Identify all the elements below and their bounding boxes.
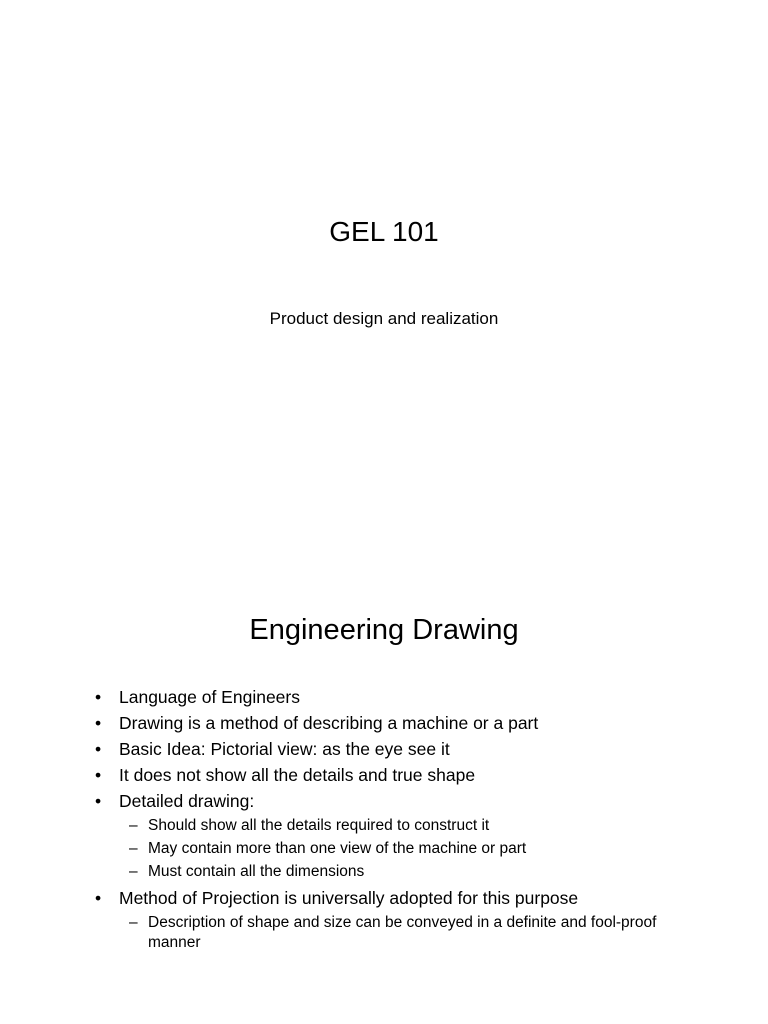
sub-bullet-list xyxy=(120,912,660,953)
slide-subtitle: Product design and realization xyxy=(269,309,499,328)
bullet-text: It does not show all the details and true shape xyxy=(119,765,476,785)
bullet-marker: • xyxy=(95,687,102,707)
bullet-marker: • xyxy=(95,888,102,908)
sub-bullet-text: Should show all the details required to construct it xyxy=(148,817,490,834)
sub-bullet-marker: – xyxy=(129,914,138,931)
slide-heading: Engineering Drawing xyxy=(249,614,519,646)
sub-bullet-marker: – xyxy=(129,817,138,834)
bullet-list-continued xyxy=(92,885,672,911)
sub-bullet-text: Must contain all the dimensions xyxy=(148,863,365,880)
bullet-text: Method of Projection is universally adopted for this purpose xyxy=(119,888,579,908)
sub-bullet-item xyxy=(120,913,660,953)
bullet-text: Basic Idea: Pictorial view: as the eye see it xyxy=(119,739,450,759)
bullet-marker: • xyxy=(95,739,102,759)
bullet-item xyxy=(92,762,672,788)
bullet-item xyxy=(92,736,672,762)
sub-bullet-marker: – xyxy=(129,863,138,880)
sub-bullet-item xyxy=(120,860,672,883)
bullet-text: Drawing is a method of describing a machine or a part xyxy=(119,713,539,733)
sub-bullet-marker: – xyxy=(129,840,138,857)
bullet-item xyxy=(92,788,672,814)
bullet-item xyxy=(92,684,672,710)
bullet-item xyxy=(92,885,672,911)
bullet-item xyxy=(92,710,672,736)
slide-engineering-drawing xyxy=(0,512,768,1024)
bullet-marker: • xyxy=(95,791,102,811)
slide-title-heading: GEL 101 xyxy=(329,216,439,247)
sub-bullet-text: Description of shape and size can be conveyed in a definite and fool-proof manner xyxy=(148,914,657,951)
bullet-text: Detailed drawing: xyxy=(119,791,255,811)
bullet-marker: • xyxy=(95,713,102,733)
bullet-list xyxy=(92,684,672,814)
sub-bullet-text: May contain more than one view of the machine or part xyxy=(148,840,527,857)
sub-bullet-list xyxy=(120,814,672,883)
bullet-marker: • xyxy=(95,765,102,785)
sub-bullet-item xyxy=(120,814,672,837)
bullet-text: Language of Engineers xyxy=(119,687,300,707)
sub-bullet-item xyxy=(120,837,672,860)
